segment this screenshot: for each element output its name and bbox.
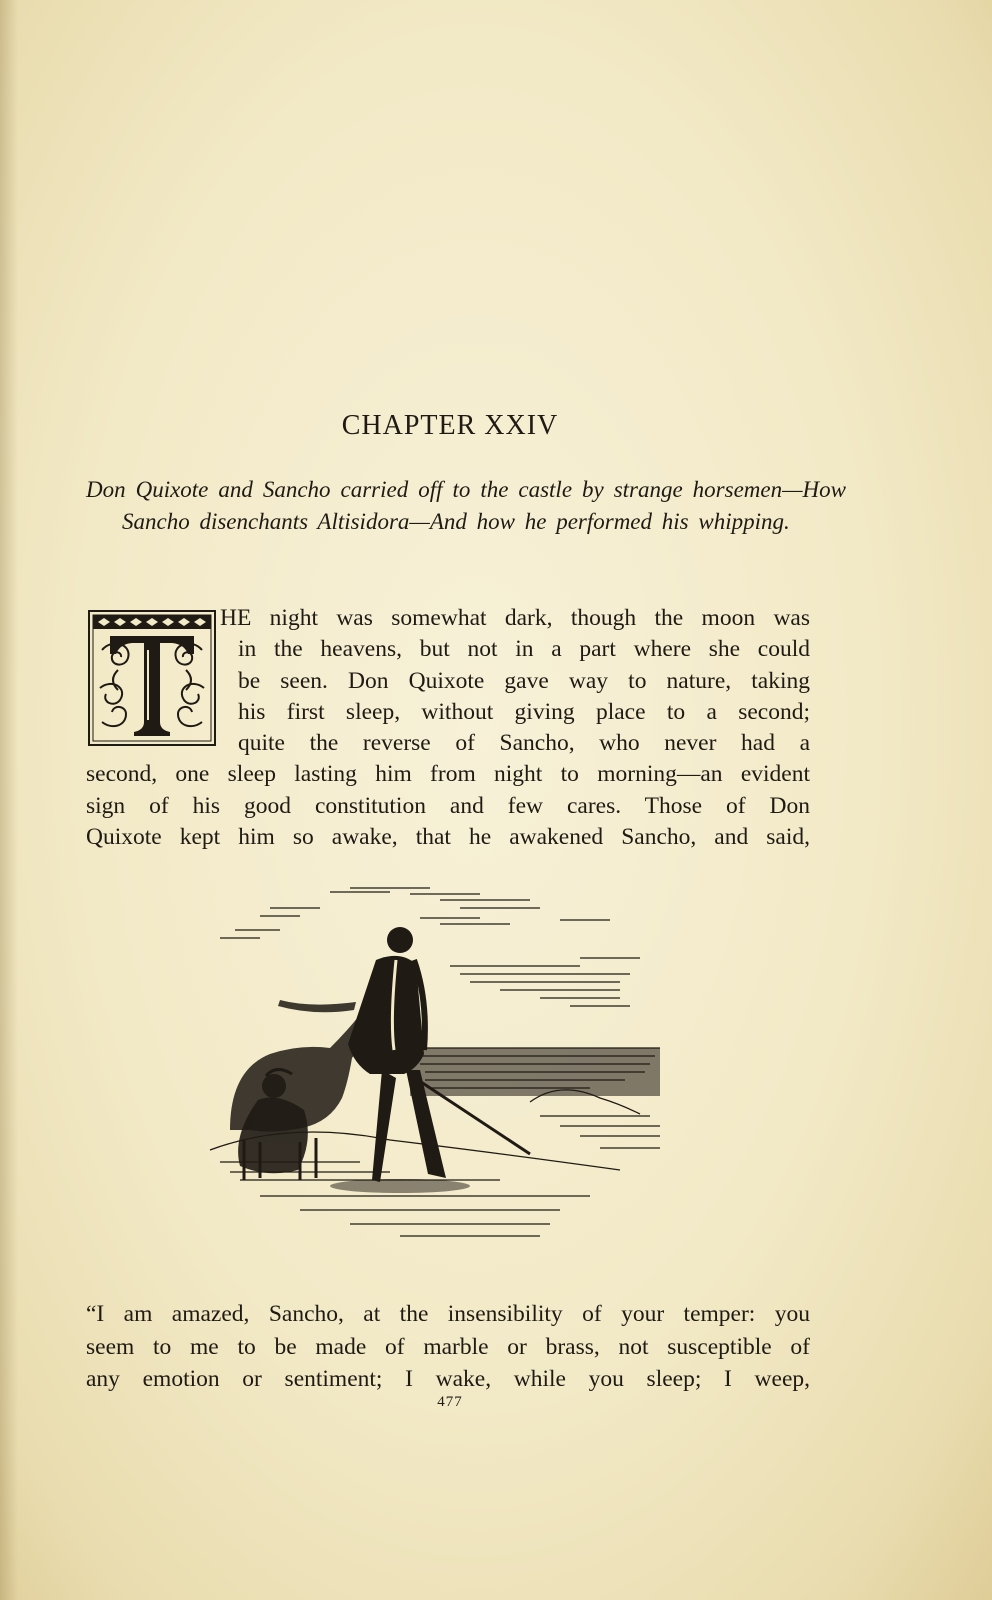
body-line: second, one sleep lasting him from night to morning—an evident xyxy=(86,761,810,788)
quote-line: any emotion or sentiment; I wake, while you sleep; I weep, xyxy=(86,1366,810,1392)
body-line: quite the reverse of Sancho, who never had a xyxy=(238,730,810,757)
body-line: sign of his good constitution and few cares. Those of Don xyxy=(86,792,810,819)
page-edge-shadow xyxy=(0,0,18,1600)
body-paragraph xyxy=(86,603,810,853)
quote-line: seem to me to be made of marble or brass, not susceptible of xyxy=(86,1333,810,1360)
quote-paragraph xyxy=(86,1298,810,1396)
body-line: in the heavens, but not in a part where she could xyxy=(238,636,810,663)
chapter-title: CHAPTER XXIV xyxy=(341,410,559,441)
body-line: his first sleep, without giving place to a second; xyxy=(238,698,810,725)
body-line: Quixote kept him so awake, that he awakened Sancho, and said, xyxy=(86,824,810,851)
engraving-illustration-icon xyxy=(200,880,690,1270)
page-number: 477 xyxy=(437,1394,463,1410)
body-line: HE night was somewhat dark, though the moon was xyxy=(220,605,810,631)
quote-line: “I am amazed, Sancho, at the insensibility of your temper: you xyxy=(86,1301,810,1327)
chapter-summary: Don Quixote and Sancho carried off to the castle by strange horsemen—How Sancho disenchants Altisidora—And how he performed his whipping. xyxy=(86,477,846,534)
body-line: be seen. Don Quixote gave way to nature, taking xyxy=(238,667,810,694)
